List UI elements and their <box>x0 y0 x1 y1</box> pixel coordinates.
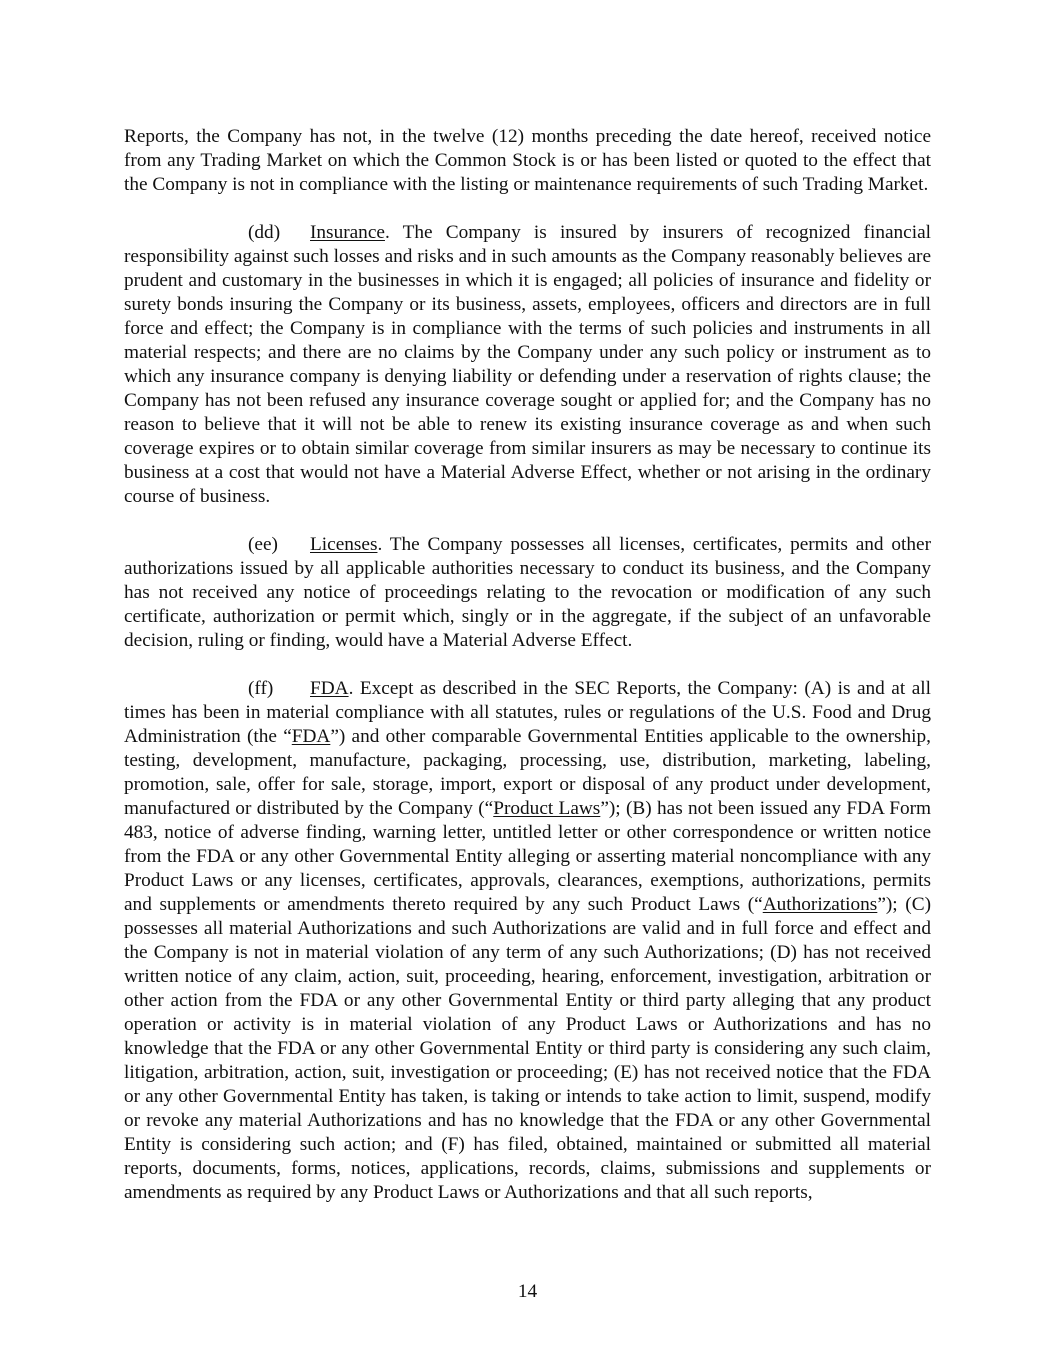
paragraph-continued: Reports, the Company has not, in the twelve (12) months preceding the date hereof, received notice from any Trading Market on which the Common Stock is or has been listed or quoted to the effect that the Company is not in compliance with the listing or maintenance requirements of such Trading Market. <box>124 126 931 195</box>
section-text: ”) and other comparable Governmental Entities applicable to the ownership, testing, development, manufacture, packaging, processing, use, distribution, marketing, labeling, promotion, sale, offer for sale, storage, import, export or disposal of any product under development, manufactured or distributed by the Company (“ <box>124 726 931 819</box>
section-heading: FDA <box>310 678 349 699</box>
defined-term: Authorizations <box>762 894 878 915</box>
defined-term: Product Laws <box>493 798 601 819</box>
section-label: (ff) <box>248 678 274 699</box>
section-label: (ee) <box>248 534 278 555</box>
section-ee-licenses <box>124 533 931 653</box>
section-text: . Except as described in the SEC Reports, the Company: (A) is and at all times has been in material compliance with all statutes, rules or regulations of the U.S. Food and Drug Administration (the “ <box>124 678 931 747</box>
section-heading: Insurance <box>310 222 385 243</box>
section-label: (dd) <box>248 222 281 243</box>
section-text: . The Company is insured by insurers of recognized financial responsibility against such losses and risks and in such amounts as the Company reasonably believes are prudent and customary in the businesses in which it is engaged; all policies of insurance and fidelity or surety bonds insuring the Company or its business, assets, employees, officers and directors are in full force and effect; the Company is in compliance with the terms of such policies and instruments in all material respects; and there are no claims by the Company under any such policy or instrument as to which any insurance company is denying liability or defending under a reservation of rights clause; the Company has not been refused any insurance coverage sought or applied for; and the Company has no reason to believe that it will not be able to renew its existing insurance coverage as and when such coverage expires or to obtain similar coverage from similar insurers as may be necessary to continue its business at a cost that would not have a Material Adverse Effect, whether or not arising in the ordinary course of business. <box>124 222 931 507</box>
page-number: 14 <box>517 1281 538 1302</box>
document-page <box>124 125 931 1205</box>
section-text: ”); (B) has not been issued any FDA Form 483, notice of adverse finding, warning letter, untitled letter or other correspondence or written notice from the FDA or any other Governmental Entity alleging or asserting material noncompliance with any Product Laws or any licenses, certificates, approvals, clearances, exemptions, authorizations, permits and supplements or amendments thereto required by any such Product Laws (“ <box>124 798 931 915</box>
section-ff-fda <box>124 677 931 1205</box>
section-text: ”); (C) possesses all material Authorizations and such Authorizations are valid and in full force and effect and the Company is not in material violation of any term of any such Authorizations; (D) has not received written notice of any claim, action, suit, proceeding, hearing, enforcement, investigation, arbitration or other action from the FDA or any other Governmental Entity or third party alleging that any product operation or activity is in material violation of any Product Laws or Authorizations and has no knowledge that the FDA or any other Governmental Entity or third party is considering any such claim, litigation, arbitration, action, suit, investigation or proceeding; (E) has not received notice that the FDA or any other Governmental Entity has taken, is taking or intends to take action to limit, suspend, modify or revoke any material Authorizations and has no knowledge that the FDA or any other Governmental Entity is considering such action; and (F) has filed, obtained, maintained or submitted all material reports, documents, forms, notices, applications, records, claims, submissions and supplements or amendments as required by any Product Laws or Authorizations and that all such reports, <box>124 894 932 1203</box>
section-text: . The Company possesses all licenses, certificates, permits and other authorizations issued by all applicable authorities necessary to conduct its business, and the Company has not received any notice of proceedings relating to the revocation or modification of any such certificate, authorization or permit which, singly or in the aggregate, if the subject of an unfavorable decision, ruling or finding, would have a Material Adverse Effect. <box>124 534 931 651</box>
section-heading: Licenses <box>310 534 378 555</box>
section-dd-insurance <box>124 221 931 509</box>
defined-term: FDA <box>291 726 331 747</box>
